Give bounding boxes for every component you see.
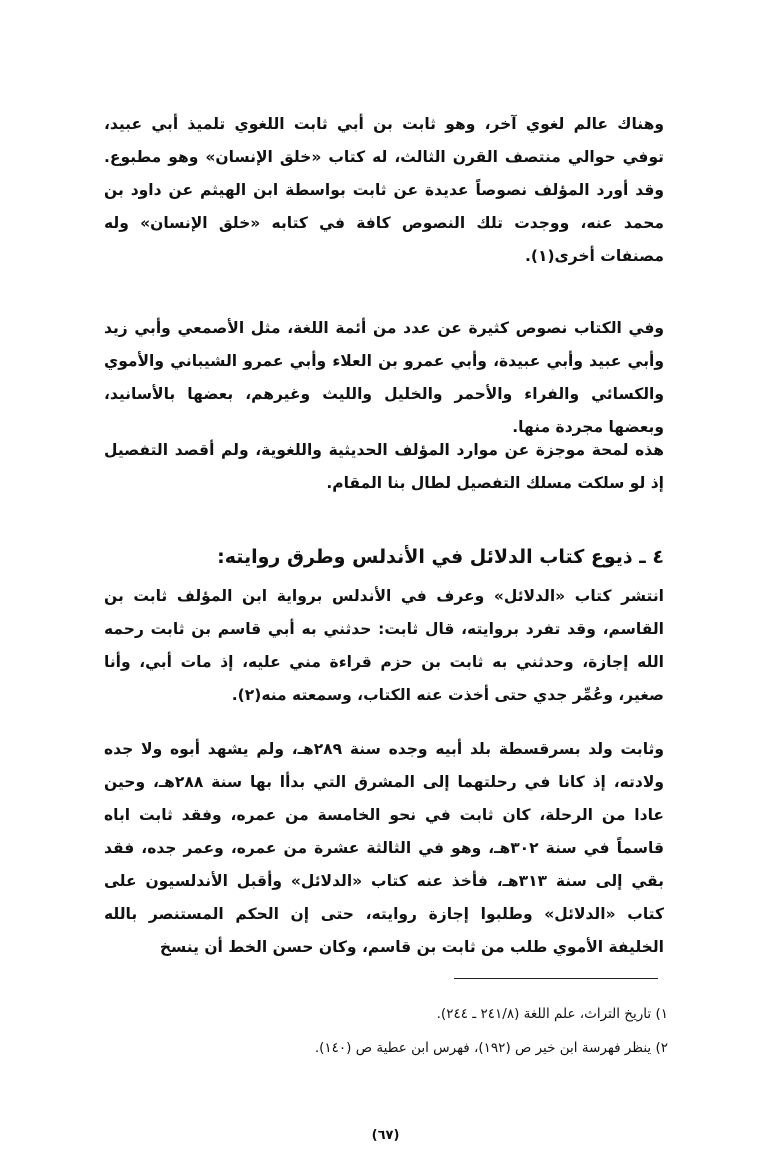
footnote-1: ١) تاريخ التراث، علم اللغة (٢٤١/٨ ـ ٢٤٤). <box>436 1006 668 1022</box>
paragraph-language-imams: وفي الكتاب نصوص كثيرة عن عدد من أئمة اللغة، مثل الأصمعي وأبي زيد وأبي عبيد وأبي عبيدة، وأبي عمرو بن العلاء وأبي عمرو الشيباني والأموي والكسائي والفراء والأحمر والخليل والليث وغيرهم، بعضها بالأسانيد، وبعضها مجردة منها. <box>104 319 664 436</box>
section-heading: ٤ ـ ذيوع كتاب الدلائل في الأندلس وطرق روايته: <box>217 546 664 568</box>
paragraph-sources-summary: هذه لمحة موجزة عن موارد المؤلف الحديثية واللغوية، ولم أقصد التفصيل إذ لو سلكت مسلك التفصيل لطال بنا المقام. <box>104 441 664 492</box>
paragraph-thabit-biography: وثابت ولد بسرقسطة بلد أبيه وجده سنة ٢٨٩هـ، ولم يشهد أبوه ولا جده ولادته، إذ كانا في رحلتهما إلى المشرق التي بدأا بها سنة ٢٨٨هـ، وحين عادا من الرحلة، كان ثابت في نحو الخامسة من عمره، وفقد ثابت اباه قاسماً في سنة ٣٠٢هـ، وهو في الثالثة عشرة من عمره، وعمر جده، فقد بقي إلى سنة ٣١٣هـ، فأخذ عنه كتاب «الدلائل» وأقبل الأندلسيون على كتاب «الدلائل» وطلبوا إجازة روايته، حتى إن الحكم المستنصر بالله الخليفة الأموي طلب من ثابت بن قاسم، وكان حسن الخط أن ينسخ <box>104 740 664 956</box>
paragraph-thabit-linguist: وهناك عالم لغوي آخر، وهو ثابت بن أبي ثابت اللغوي تلميذ أبي عبيد، توفي حوالي منتصف القرن الثالث، له كتاب «خلق الإنسان» وهو مطبوع. وقد أورد المؤلف نصوصاً عديدة عن ثابت بواسطة ابن الهيثم عن داود بن محمد عنه، ووجدت تلك النصوص كافة في كتابه «خلق الإنسان» وله مصنفات أخرى(١). <box>104 115 664 265</box>
paragraph-dalail-spread: انتشر كتاب «الدلائل» وعرف في الأندلس برواية ابن المؤلف ثابت بن القاسم، وقد تفرد بروايته، قال ثابت: حدثني به أبي قاسم بن ثابت رحمه الله إجازة، وحدثني به ثابت بن حزم قراءة مني عليه، إذ مات أبي، وأنا صغير، وعُمِّر جدي حتى أخذت عنه الكتاب، وسمعته منه(٢). <box>104 587 664 704</box>
footnote-2: ٢) ينظر فهرسة ابن خير ص (١٩٢)، فهرس ابن عطية ص (١٤٠). <box>314 1040 668 1056</box>
footnote-divider <box>454 978 658 979</box>
page-number: (٦٧) <box>371 1128 400 1143</box>
